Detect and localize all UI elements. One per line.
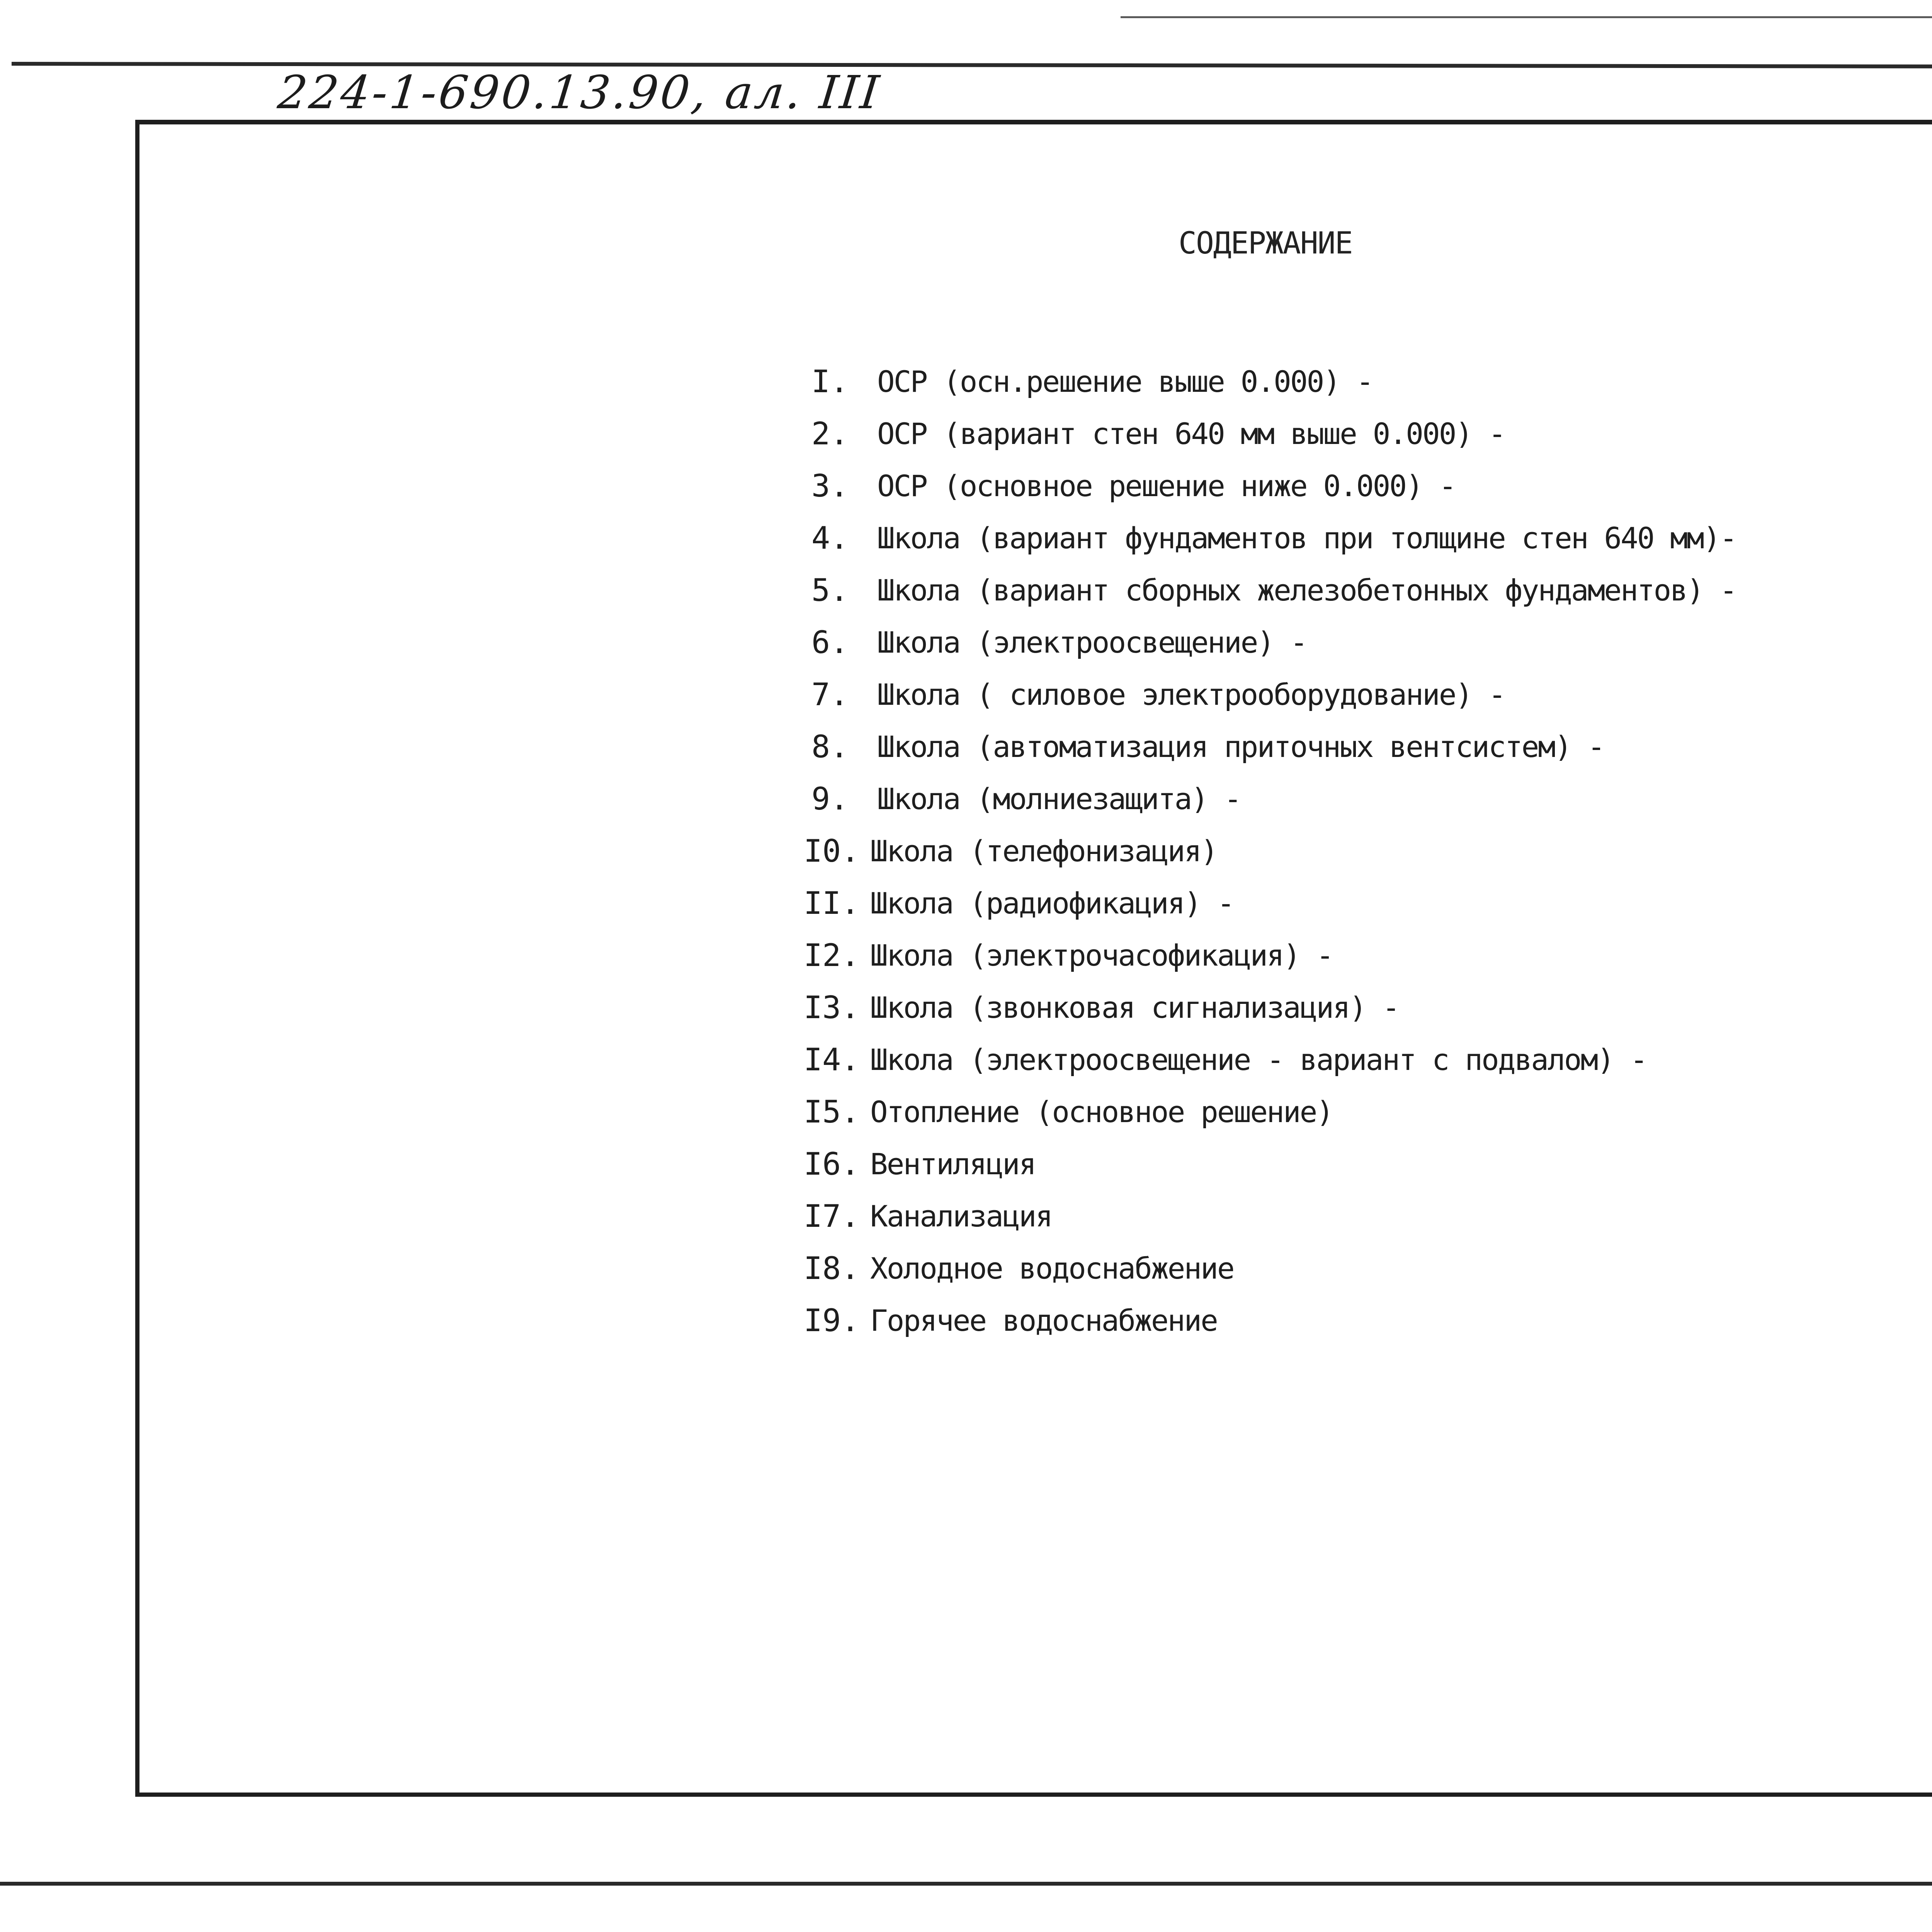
toc-title: Школа (электроосвещение - вариант с подвалом) - bbox=[870, 1043, 1647, 1077]
toc-row bbox=[804, 1190, 1932, 1242]
toc-row bbox=[804, 877, 1932, 929]
toc-row bbox=[804, 355, 1932, 408]
toc-number: I4. bbox=[804, 1042, 860, 1078]
toc-title: Школа (автоматизация приточных вентсистем) - bbox=[877, 730, 1604, 764]
sheet-border-bottom bbox=[0, 1882, 1932, 1886]
toc-number: I0. bbox=[804, 833, 860, 869]
toc-row bbox=[804, 1086, 1932, 1138]
toc-number: I3. bbox=[804, 990, 860, 1026]
toc-number: 8. bbox=[811, 729, 849, 765]
toc-number: 2. bbox=[811, 416, 849, 452]
toc-row bbox=[804, 721, 1932, 773]
toc-title: Школа (электрочасофикация) - bbox=[870, 938, 1333, 973]
toc-number: 3. bbox=[811, 468, 849, 504]
toc-title: Школа (звонковая сигнализация) - bbox=[870, 990, 1399, 1025]
toc-number: I8. bbox=[804, 1250, 860, 1286]
toc-title: ОСР (осн.решение выше 0.000) - bbox=[877, 364, 1373, 399]
toc-title: Школа ( силовое электрооборудование) - bbox=[877, 677, 1505, 712]
toc-row bbox=[804, 1242, 1932, 1294]
toc-title: ОСР (вариант стен 640 мм выше 0.000) - bbox=[877, 417, 1505, 451]
toc-row bbox=[804, 408, 1932, 460]
toc-title: Школа (молниезащита) - bbox=[877, 782, 1241, 816]
page-title: СОДЕРЖАНИЕ bbox=[1179, 226, 1352, 261]
toc-title: Школа (электроосвещение) - bbox=[877, 625, 1307, 660]
toc-row bbox=[804, 773, 1932, 825]
toc-title: Школа (телефонизация) bbox=[870, 834, 1217, 868]
toc-row bbox=[804, 564, 1932, 616]
toc-number: 9. bbox=[811, 781, 849, 817]
toc-row bbox=[804, 1294, 1932, 1347]
toc-row bbox=[804, 1138, 1932, 1190]
toc-row bbox=[804, 460, 1932, 512]
toc-title: Канализация bbox=[870, 1199, 1052, 1233]
toc-title: Горячее водоснабжение bbox=[870, 1303, 1217, 1338]
toc-number: 6. bbox=[811, 624, 849, 660]
toc-number: I2. bbox=[804, 937, 860, 973]
toc-number: 7. bbox=[811, 677, 849, 713]
toc-row bbox=[804, 668, 1932, 721]
toc-number: I9. bbox=[804, 1303, 860, 1338]
toc-row bbox=[804, 616, 1932, 668]
table-of-contents bbox=[804, 355, 1932, 1347]
toc-title: Холодное водоснабжение bbox=[870, 1251, 1234, 1286]
toc-number: 5. bbox=[811, 572, 849, 608]
toc-title: Отопление (основное решение) bbox=[870, 1095, 1333, 1129]
toc-row bbox=[804, 1034, 1932, 1086]
toc-row bbox=[804, 929, 1932, 981]
toc-title: ОСР (основное решение ниже 0.000) - bbox=[877, 469, 1456, 503]
toc-title: Школа (вариант фундаментов при толщине стен 640 мм)- bbox=[877, 521, 1736, 555]
toc-number: I7. bbox=[804, 1198, 860, 1234]
toc-number: II. bbox=[804, 885, 860, 921]
toc-row bbox=[804, 981, 1932, 1034]
toc-title: Школа (вариант сборных железобетонных фундаментов) - bbox=[877, 573, 1736, 607]
toc-title: Вентиляция bbox=[870, 1147, 1036, 1181]
toc-row bbox=[804, 512, 1932, 564]
toc-title: Школа (радиофикация) - bbox=[870, 886, 1234, 920]
toc-number: I. bbox=[811, 364, 849, 400]
sheet-edge-top bbox=[1121, 16, 1932, 18]
document-code: 224-1-690.13.90, ал. III bbox=[275, 66, 884, 119]
toc-number: I5. bbox=[804, 1094, 860, 1130]
toc-number: I6. bbox=[804, 1146, 860, 1182]
toc-number: 4. bbox=[811, 520, 849, 556]
toc-row bbox=[804, 825, 1932, 877]
